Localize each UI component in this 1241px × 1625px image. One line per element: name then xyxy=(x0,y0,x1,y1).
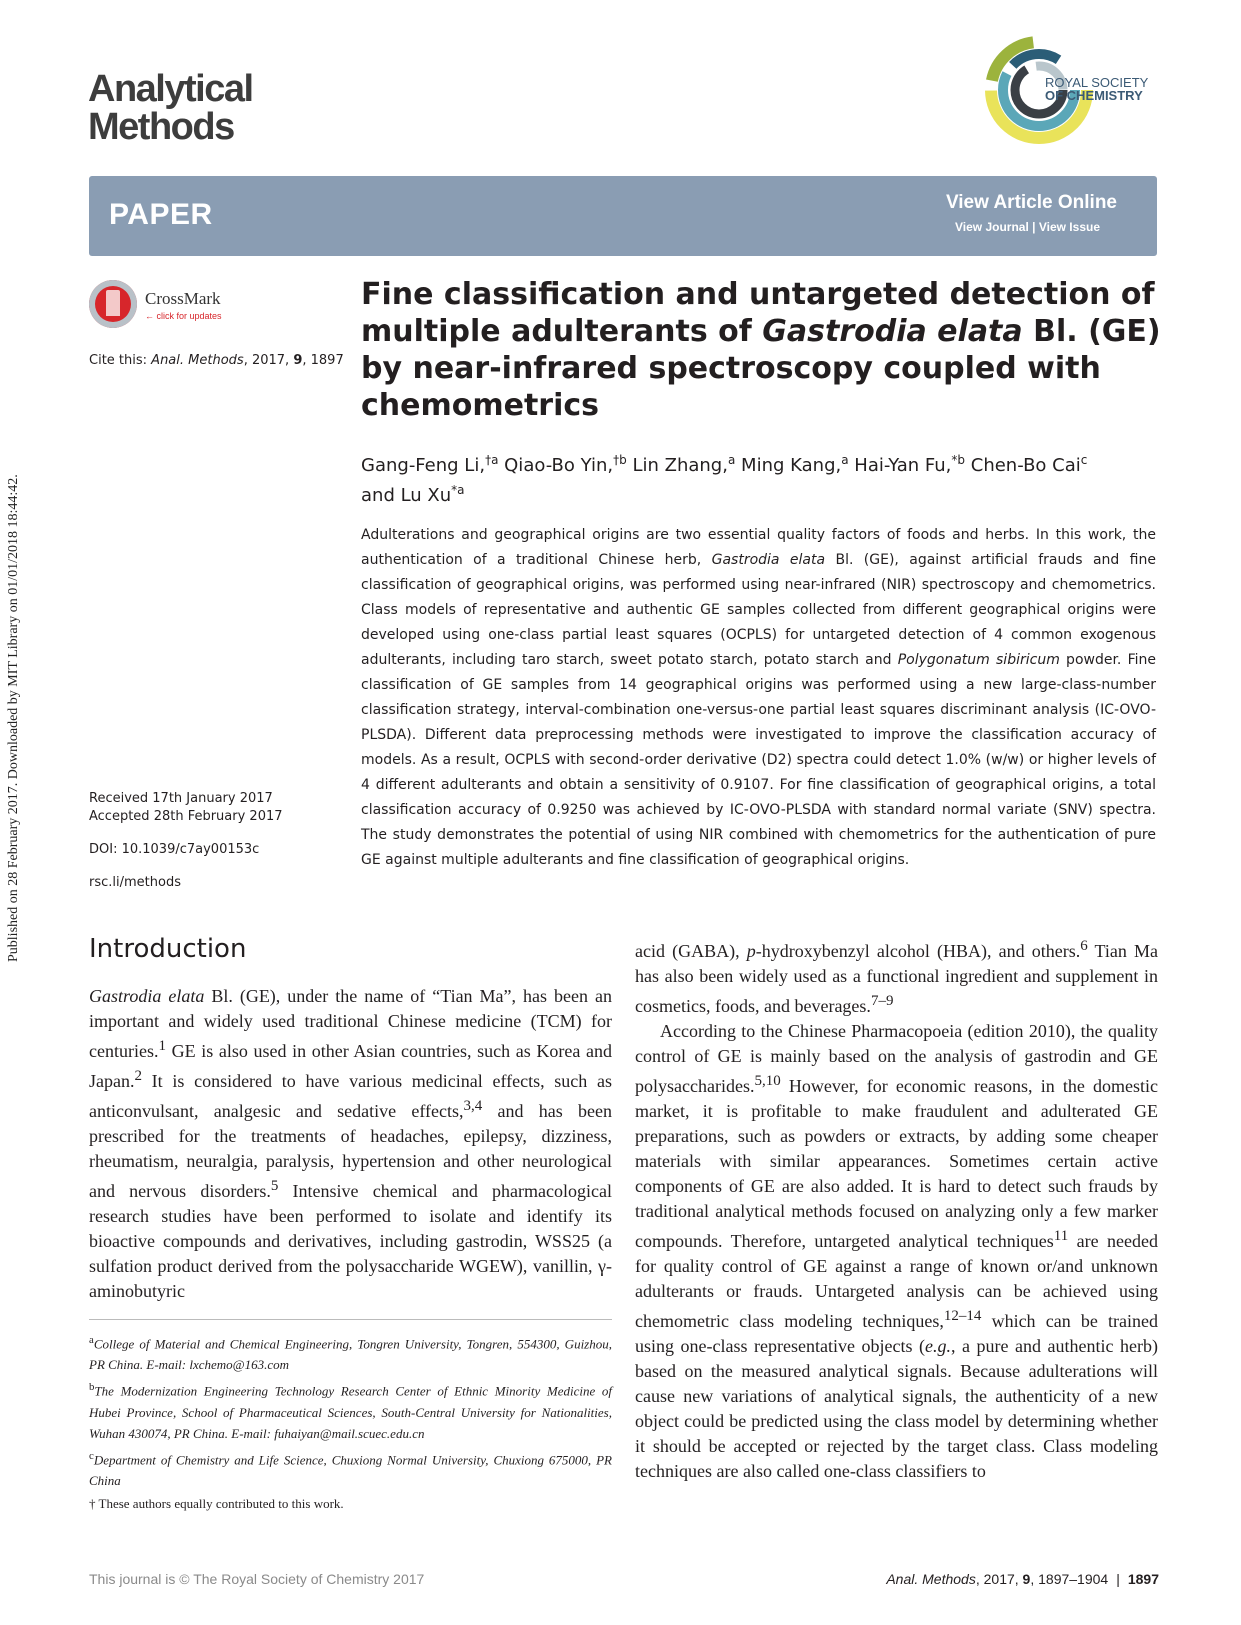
cite-volume: 9 xyxy=(293,353,303,368)
body-text: Tian Ma has also been widely used as a functional ingredient and supplement in cosmetics, foods, and beverages. xyxy=(635,941,1158,1016)
body-text: Intensive chemical and pharmacological research studies have been performed to isolate and identify its bioactive compounds and derivatives, including gastrodin, WSS25 (a sulfation product derived from the polysaccharide WGEW), vanillin, γ-aminobutyric xyxy=(89,1181,613,1301)
body-text: and has been prescribed for the treatments of headaches, epilepsy, dizziness, rheumatism, neuralgia, paralysis, hypertension and other neurological and nervous disorders. xyxy=(89,1101,613,1201)
view-links xyxy=(955,220,1100,234)
section-heading-introduction: Introduction xyxy=(89,934,247,964)
rsc-logo-text xyxy=(1045,76,1148,102)
received-date: Received 17th January 2017 xyxy=(89,791,273,806)
article-type-label: PAPER xyxy=(109,198,213,231)
cite-journal: Anal. Methods xyxy=(151,353,244,368)
journal-title-line2: Methods xyxy=(88,106,234,148)
footnote-marker: c xyxy=(89,1449,94,1462)
body-text: which can be trained using one-class representative objects ( xyxy=(635,1311,1158,1356)
footnote-text: Department of Chemistry and Life Science, Chuxiong Normal University, Chuxiong 675000, PR China xyxy=(89,1451,612,1488)
body-text: acid (GABA), xyxy=(635,941,747,961)
footer-year: , 2017, xyxy=(975,1571,1023,1587)
body-text: It is considered to have various medicinal effects, such as anticonvulsant, analgesic and sedative effects, xyxy=(89,1071,612,1121)
body-paragraph xyxy=(89,984,612,1304)
species-italic: Gastrodia elata xyxy=(89,986,205,1006)
footnote-text: The Modernization Engineering Technology Research Center of Ethnic Minority Medicine of Hubei Province, School of Pharmaceutical Sciences, South-Central University for Nationalities, Wuhan 430074, PR China. E-mail: fuhaiyan@mail.scuec.edu.cn xyxy=(89,1383,612,1441)
crossmark-sublabel: ← click for updates xyxy=(145,311,222,321)
author-affiliation: †a xyxy=(485,453,499,467)
footer-separator: | xyxy=(1116,1571,1120,1587)
view-journal-link[interactable]: View Journal xyxy=(954,220,1029,234)
body-text: Bl. (GE), under the name of “Tian Ma”, has been an important and widely used traditional Chinese medicine (TCM) for centuries. xyxy=(89,986,612,1061)
page-footer-citation xyxy=(886,1571,1159,1587)
reference-citation[interactable]: 2 xyxy=(134,1068,142,1084)
author[interactable]: Lin Zhang, xyxy=(626,455,728,476)
italic-text: e.g. xyxy=(924,1336,951,1356)
abstract-text: Adulterations and geographical origins are two essential quality factors of foods and herbs. In this work, the authentication of a traditional Chinese herb, xyxy=(361,527,1156,568)
italic-text: p xyxy=(746,941,756,961)
footer-volume: 9 xyxy=(1022,1571,1031,1587)
rsc-logo xyxy=(983,34,1163,146)
author-affiliation: *b xyxy=(951,453,966,467)
cite-page: 1897 xyxy=(310,353,344,368)
doi[interactable]: DOI: 10.1039/c7ay00153c xyxy=(89,842,260,857)
author[interactable]: and Lu Xu xyxy=(361,485,452,506)
affiliation-b xyxy=(89,1377,612,1443)
author[interactable]: Chen-Bo Cai xyxy=(965,455,1081,476)
author[interactable]: Gang-Feng Li, xyxy=(361,455,486,476)
page-number: 1897 xyxy=(1127,1571,1159,1587)
abstract-italic: Gastrodia elata xyxy=(711,552,826,568)
author[interactable]: Hai-Yan Fu, xyxy=(848,455,952,476)
author-affiliation: a xyxy=(727,453,736,467)
cite-prefix: Cite this: xyxy=(89,353,148,368)
title-part1: Fine classification and untargeted detection of multiple adulterants of xyxy=(361,277,1155,349)
author-affiliation: *a xyxy=(451,483,465,497)
equal-contribution-note: † These authors equally contributed to this work. xyxy=(89,1495,344,1511)
reference-citation[interactable]: 7–9 xyxy=(870,993,894,1009)
body-paragraph xyxy=(635,934,1158,1019)
reference-citation[interactable]: 12–14 xyxy=(943,1308,982,1324)
footer-pages: , 1897–1904 xyxy=(1030,1571,1109,1587)
reference-citation[interactable]: 6 xyxy=(1080,938,1088,954)
download-stamp: Published on 28 February 2017. Downloaded by MIT Library on 01/01/2018 18:44:42. xyxy=(6,474,21,962)
author-affiliation: †b xyxy=(613,453,627,467)
cite-year: 2017, xyxy=(251,353,290,368)
footnote-divider xyxy=(89,1319,612,1320)
copyright-footer: This journal is © The Royal Society of Chemistry 2017 xyxy=(89,1571,425,1587)
title-part2: Bl. (GE) by near-infrared spectroscopy coupled with chemometrics xyxy=(361,314,1161,423)
reference-citation[interactable]: 5 xyxy=(270,1178,279,1194)
footnote-marker: a xyxy=(89,1334,94,1346)
journal-title xyxy=(88,70,253,146)
abstract-text: Bl. (GE), against artificial frauds and fine classification of geographical origins, was performed using near-infrared (NIR) spectroscopy and chemometrics. Class models of representative and authentic GE samples collected from different geographical origins were developed using one-class partial least squares (OCPLS) for untargeted detection of 4 common exogenous adulterants, including taro starch, sweet potato starch, potato starch and xyxy=(361,552,1156,668)
view-issue-link[interactable]: View Issue xyxy=(1038,220,1100,234)
body-paragraph xyxy=(635,1019,1158,1484)
view-article-online-link[interactable]: View Article Online xyxy=(945,192,1117,213)
author-affiliation: a xyxy=(841,453,849,467)
author-list xyxy=(361,448,1161,508)
reference-citation[interactable]: 3,4 xyxy=(463,1098,483,1114)
reference-citation[interactable]: 1 xyxy=(158,1038,166,1054)
article-type-banner xyxy=(89,176,1157,256)
body-text: According to the Chinese Pharmacopoeia (edition 2010), the quality control of GE is mainly based on the analysis of gastrodin and GE polysaccharides. xyxy=(635,1021,1158,1096)
journal-title-line1: Analytical xyxy=(88,68,253,110)
reference-citation[interactable]: 5,10 xyxy=(754,1073,781,1089)
reference-citation[interactable]: 11 xyxy=(1053,1228,1069,1244)
author[interactable]: Qiao-Bo Yin, xyxy=(498,455,614,476)
view-links-separator: | xyxy=(1032,220,1036,234)
journal-url[interactable]: rsc.li/methods xyxy=(89,875,181,890)
crossmark-icon xyxy=(89,280,137,328)
rsc-logo-line1: ROYAL SOCIETY xyxy=(1045,75,1149,90)
abstract xyxy=(361,523,1156,873)
body-text: GE is also used in other Asian countries, such as Korea and Japan. xyxy=(89,1041,612,1091)
body-text: However, for economic reasons, in the domestic market, it is profitable to make fraudulent and adulterated GE preparations, such as powders or extracts, by adding some cheaper materials with similar appearances. Sometimes certain active components of GE are also added. It is hard to detect such frauds by traditional analytical methods focused on analyzing only a few marker compounds. Therefore, untargeted analytical techniques xyxy=(635,1076,1158,1251)
article-history xyxy=(89,790,283,892)
body-column-left xyxy=(89,984,612,1304)
footnote-text: College of Material and Chemical Engineering, Tongren University, Tongren, 554300, Guizhou, PR China. E-mail: lxchemo@163.com xyxy=(89,1336,612,1373)
crossmark-label: CrossMark xyxy=(145,289,221,308)
footnote-marker: b xyxy=(89,1381,95,1394)
article-title xyxy=(361,276,1161,424)
author[interactable]: Ming Kang, xyxy=(735,455,842,476)
accepted-date: Accepted 28th February 2017 xyxy=(89,809,283,824)
author-affiliation: c xyxy=(1080,453,1088,467)
citation: Cite this: Anal. Methods, 2017, 9, 1897 xyxy=(89,353,344,368)
footnotes xyxy=(89,1330,612,1516)
footer-journal: Anal. Methods xyxy=(886,1571,976,1587)
affiliation-c xyxy=(89,1446,612,1491)
body-text: , a pure and authentic herb) based on the measured analytical signals. Because adulterations will cause new variations of analytical signals, the authenticity of a new object could be predicted using the class model by determining whether it should be accepted or rejected by the target class. Class modeling techniques are also called one-class classifiers to xyxy=(635,1336,1158,1481)
body-text: are needed for quality control of GE against a range of known or/and unknown adulterants or frauds. Untargeted analysis can be achieved using chemometric class modeling techniques, xyxy=(635,1231,1158,1331)
title-species: Gastrodia elata xyxy=(762,314,1023,349)
affiliation-a xyxy=(89,1330,612,1375)
rsc-logo-line2: OF CHEMISTRY xyxy=(1045,88,1143,103)
crossmark-button[interactable] xyxy=(89,280,259,332)
abstract-italic: Polygonatum sibiricum xyxy=(897,652,1060,668)
body-column-right xyxy=(635,934,1158,1484)
abstract-text: powder. Fine classification of GE samples from 14 geographical origins was performed using a new large-class-number classification strategy, interval-combination one-versus-one partial least squares discriminant analysis (IC-OVO-PLSDA). Different data preprocessing methods were investigated to improve the classification accuracy of models. As a result, OCPLS with second-order derivative (D2) spectra could detect 1.0% (w/w) or higher levels of 4 different adulterants and obtain a sensitivity of 0.9107. For fine classification of geographical origins, a total classification accuracy of 0.9250 was achieved by IC-OVO-PLSDA with standard normal variate (SNV) spectra. The study demonstrates the potential of using NIR combined with chemometrics for the authentication of pure GE against multiple adulterants and fine classification of geographical origins. xyxy=(361,652,1156,868)
body-text: -hydroxybenzyl alcohol (HBA), and others. xyxy=(755,941,1081,961)
